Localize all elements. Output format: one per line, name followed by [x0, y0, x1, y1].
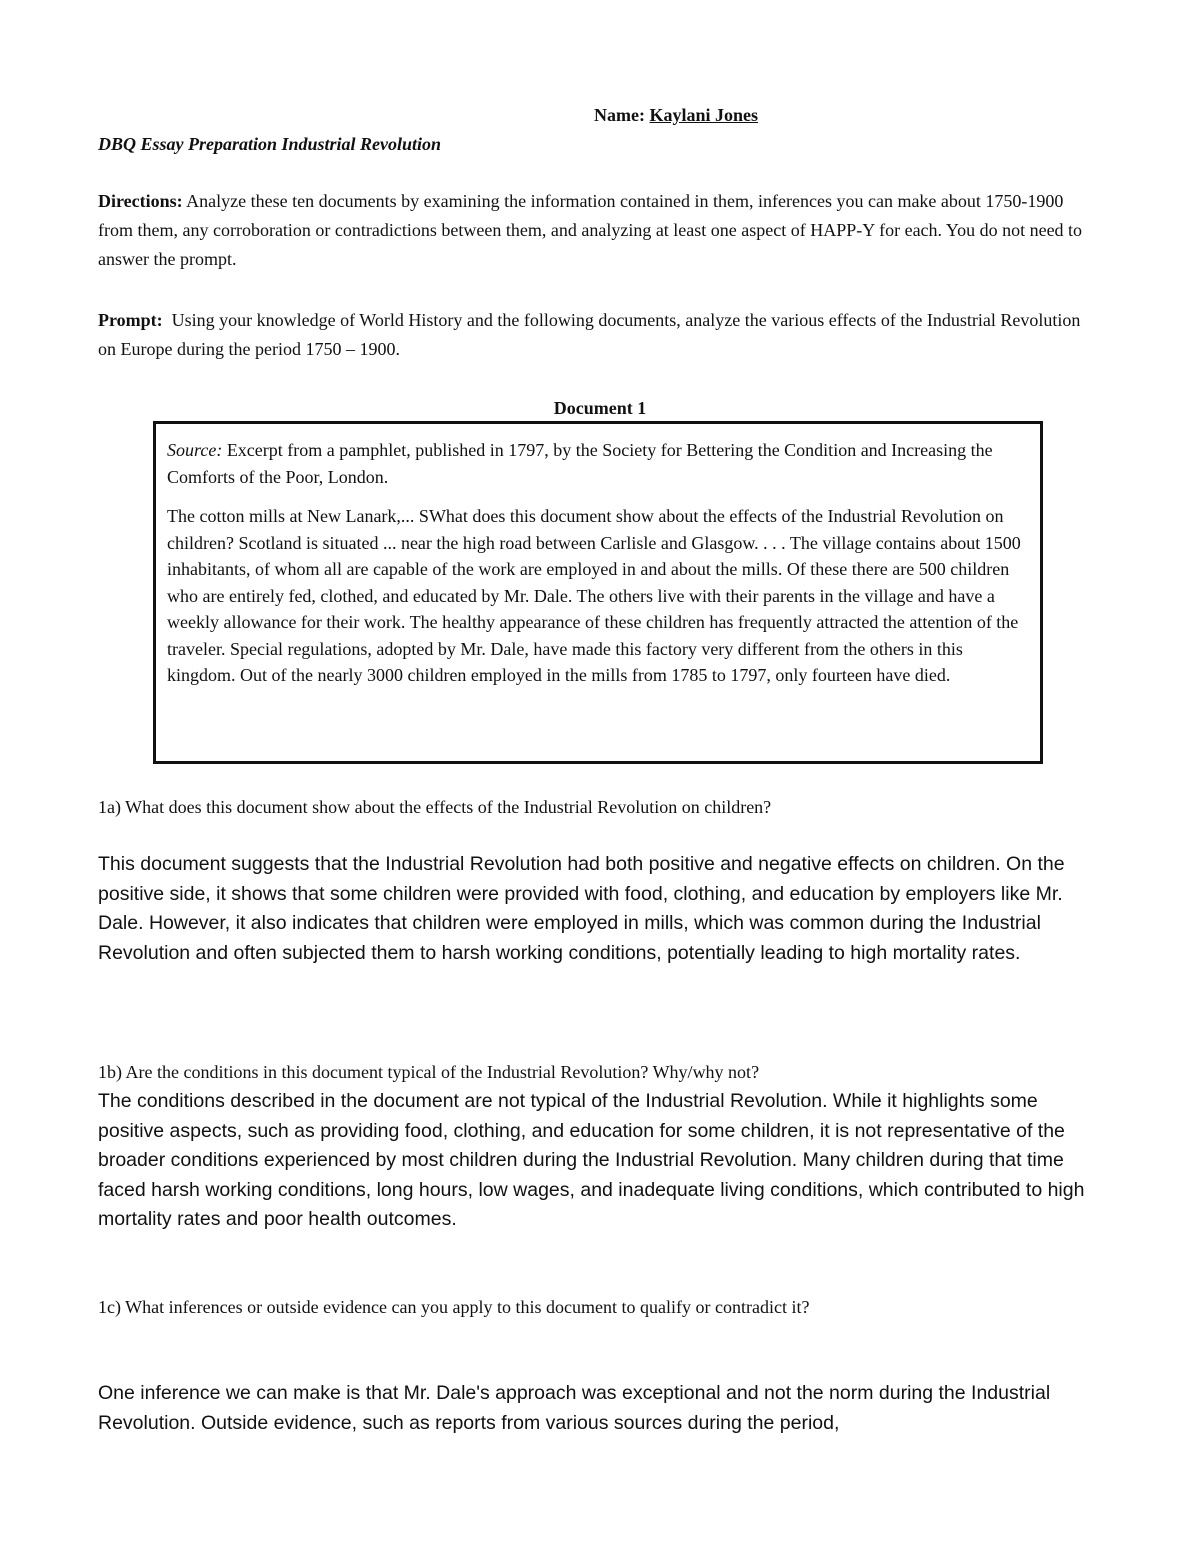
directions-text: Analyze these ten documents by examining the information contained in them, inferences you can make about 1750-1900 from them, any corroboration or contradictions between them, and analyzing at least one aspect of HAPP-Y for each. You do not need to answer the prompt. [98, 191, 1083, 269]
answer-1b: The conditions described in the document are not typical of the Industrial Revolution. While it highlights some positive aspects, such as providing food, clothing, and education for some children, it is not representative of the broader conditions experienced by most children during the Industrial Revolution. Many children during that time faced harsh working conditions, long hours, low wages, and inadequate living conditions, which contributed to high mortality rates and poor health outcomes. [98, 1090, 1085, 1230]
directions-paragraph [98, 187, 1098, 274]
student-name-line [594, 101, 758, 130]
document-1-heading: Document 1 [553, 398, 647, 418]
prompt-text: Using your knowledge of World History and the following documents, analyze the various effects of the Industrial Revolution on Europe during the period 1750 – 1900. [98, 310, 1081, 359]
question-1b: 1b) Are the conditions in this document typical of the Industrial Revolution? Why/why not? [98, 1062, 760, 1082]
answer-1c: One inference we can make is that Mr. Dale's approach was exceptional and not the norm during the Industrial Revolution. Outside evidence, such as reports from various sources during the period, [98, 1382, 1051, 1434]
prompt-label: Prompt: [98, 310, 163, 330]
question-1c: 1c) What inferences or outside evidence can you apply to this document to qualify or contradict it? [98, 1297, 810, 1317]
answer-1a: This document suggests that the Industrial Revolution had both positive and negative effects on children. On the positive side, it shows that some children were provided with food, clothing, and education by employers like Mr. Dale. However, it also indicates that children were employed in mills, which was common during the Industrial Revolution and often subjected them to harsh working conditions, potentially leading to high mortality rates. [98, 853, 1065, 964]
document-1-body: The cotton mills at New Lanark,... SWhat does this document show about the effects of the Industrial Revolution on children? Scotland is situated ... near the high road between Carlisle and Glasgow. . . . The village contains about 1500 inhabitants, of whom all are capable of the work are employed in and about the mills. Of these there are 500 children who are entirely fed, clothed, and educated by Mr. Dale. The others live with their parents in the village and have a weekly allowance for their work. The healthy appearance of these children has frequently attracted the attention of the traveler. Special regulations, adopted by Mr. Dale, have made this factory very different from the others in this kingdom. Out of the nearly 3000 children employed in the mills from 1785 to 1797, only fourteen have died. [167, 506, 1021, 685]
prompt-paragraph [98, 306, 1098, 364]
document-1-content [167, 437, 1033, 702]
name-label: Name: [594, 105, 645, 125]
student-name: Kaylani Jones [649, 105, 759, 125]
document-1-box [153, 421, 1043, 764]
source-text: Excerpt from a pamphlet, published in 1797, by the Society for Bettering the Condition and Increasing the Comforts of the Poor, London. [167, 440, 993, 487]
directions-label: Directions: [98, 191, 183, 211]
question-1a: 1a) What does this document show about the effects of the Industrial Revolution on children? [98, 797, 772, 817]
page-title: DBQ Essay Preparation Industrial Revolution [98, 134, 442, 154]
document-1-source [167, 437, 1033, 490]
source-label: Source: [167, 440, 223, 460]
